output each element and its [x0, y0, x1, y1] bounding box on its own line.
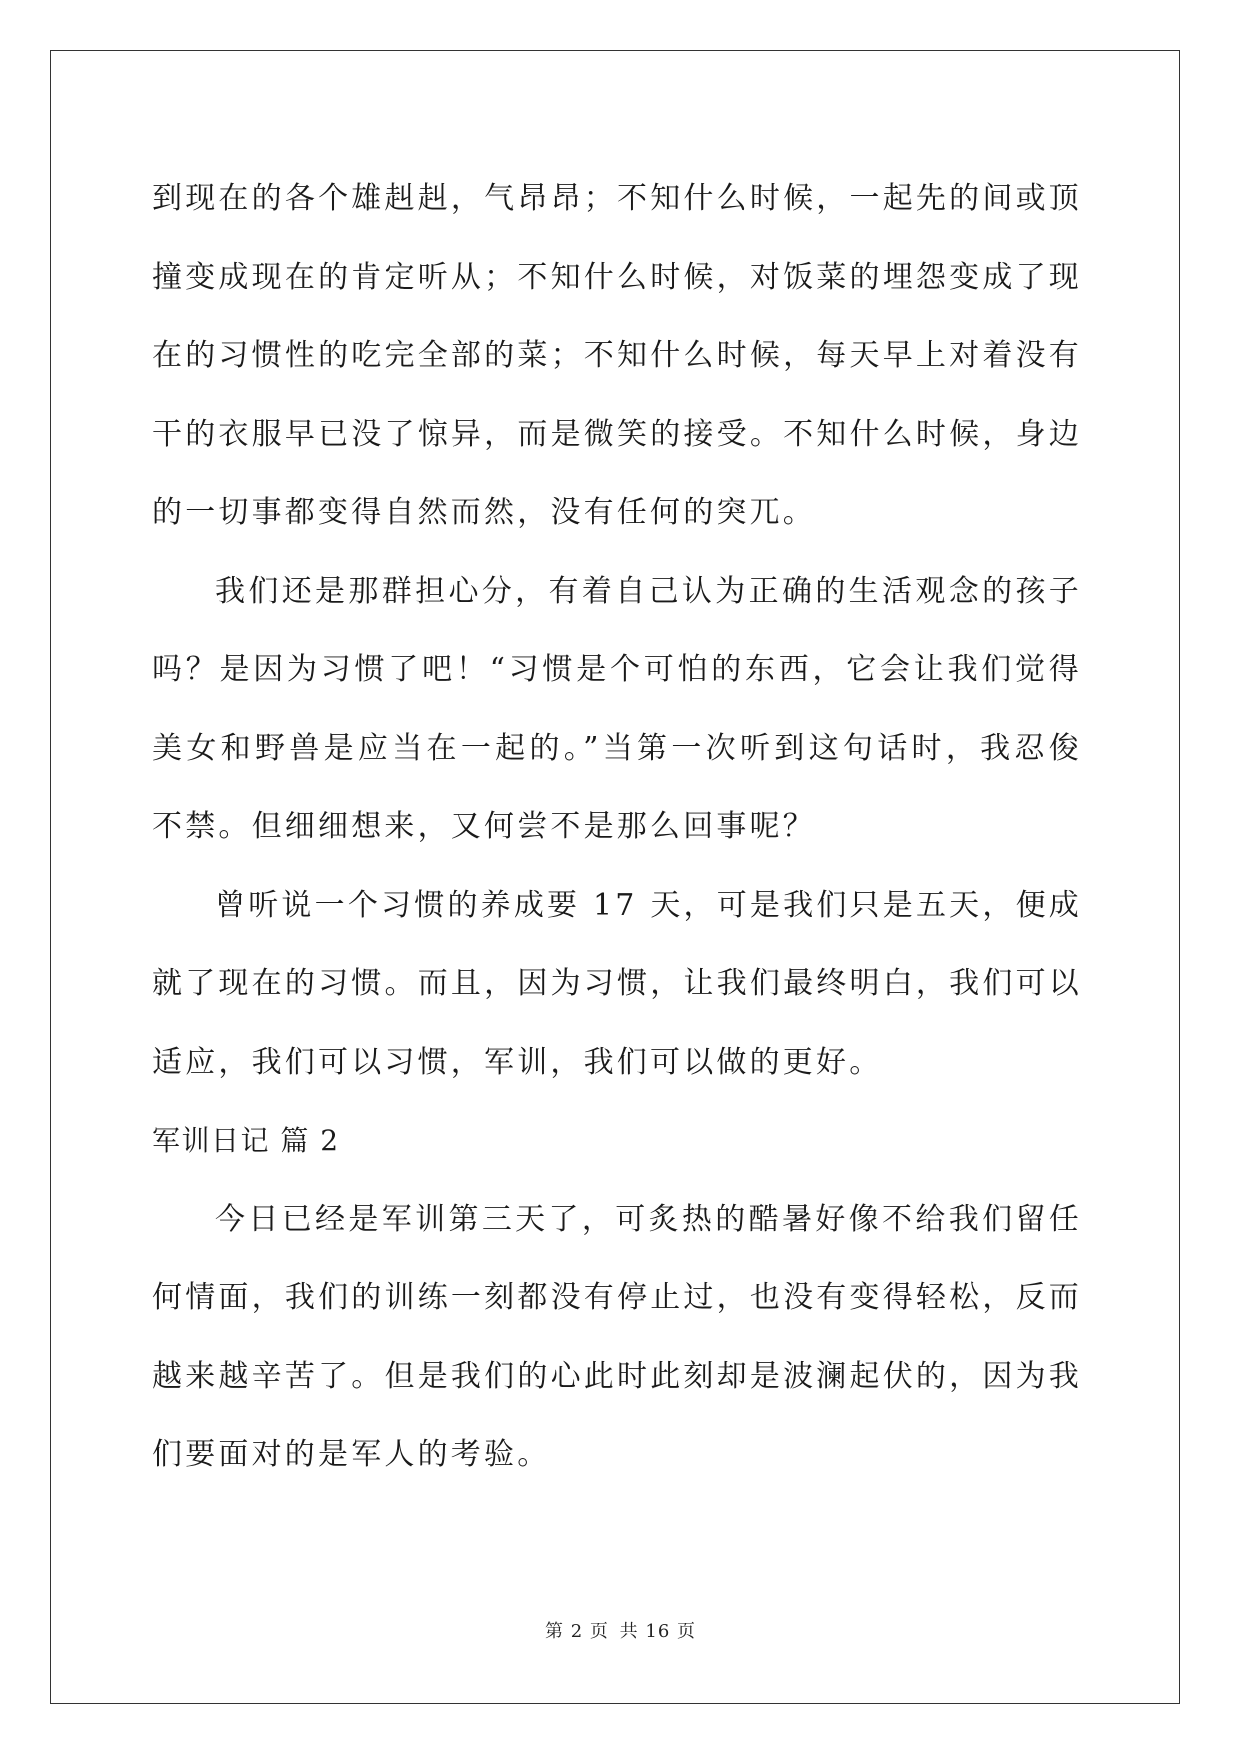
document-body — [152, 160, 1082, 1495]
page-footer — [0, 1617, 1241, 1643]
paragraph-1: 到现在的各个雄赳赳，气昂昂；不知什么时候，一起先的间或顶撞变成现在的肯定听从；不知什么时候，对饭菜的埋怨变成了现在的习惯性的吃完全部的菜；不知什么时候，每天早上对着没有干的衣服早已没了惊异，而是微笑的接受。不知什么时候，身边的一切事都变得自然而然，没有任何的突兀。 — [152, 181, 1082, 530]
page-number: 第 2 页 — [545, 1621, 609, 1642]
paragraph-2: 我们还是那群担心分，有着自己认为正确的生活观念的孩子吗？是因为习惯了吧！“习惯是个可怕的东西，它会让我们觉得美女和野兽是应当在一起的。”当第一次听到这句话时，我忍俊不禁。但细细想来，又何尝不是那么回事呢？ — [152, 573, 1082, 844]
section-paragraph-1: 今日已经是军训第三天了，可炙热的酷暑好像不给我们留任何情面，我们的训练一刻都没有停止过，也没有变得轻松，反而越来越辛苦了。但是我们的心此时此刻却是波澜起伏的，因为我们要面对的是军人的考验。 — [152, 1201, 1082, 1472]
section-heading: 军训日记 篇 2 — [152, 1124, 340, 1157]
paragraph-3: 曾听说一个习惯的养成要 17 天，可是我们只是五天，便成就了现在的习惯。而且，因为习惯，让我们最终明白，我们可以适应，我们可以习惯，军训，我们可以做的更好。 — [152, 887, 1082, 1080]
page-total: 共 16 页 — [619, 1621, 696, 1642]
